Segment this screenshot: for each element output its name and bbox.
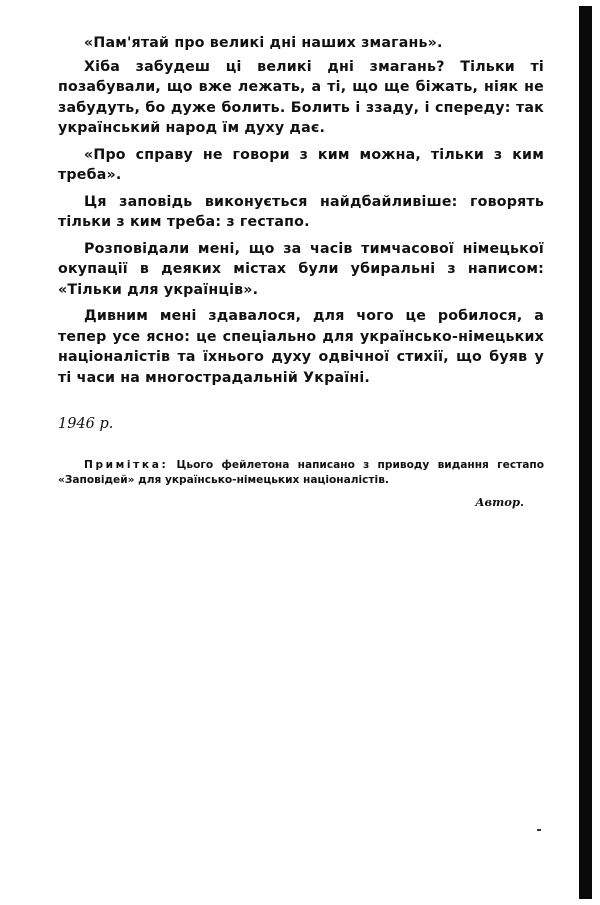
footnote	[58, 458, 544, 488]
footnote-text: Цього фейлетона написано з приводу видання гестапо «Заповідей» для українсько-німецьких націоналістів.	[58, 459, 544, 486]
paragraph-6: Дивним мені здавалося, для чого це робилося, а тепер усе ясно: це спеціально для українсько-німецьких націоналістів та їхнього духу одвічної стихії, що буяв у ті часи на многострадальній Україні.	[58, 308, 544, 386]
paragraph-5: Розповідали мені, що за часів тимчасової німецької окупації в деяких містах були убиральні з написом: «Тільки для українців».	[58, 240, 544, 298]
page-edge-bar	[579, 6, 592, 899]
date-line: 1946 р.	[58, 416, 114, 432]
footnote-label: Примітка:	[84, 459, 169, 471]
paragraph-1: «Пам'ятай про великі дні наших змагань».	[84, 35, 443, 51]
paragraph-4: Ця заповідь виконується найдбайливіше: говорять тільки з ким треба: з гестапо.	[58, 193, 544, 230]
stray-mark	[537, 829, 541, 831]
paragraph-3: «Про справу не говори з ким можна, тільки з ким треба».	[58, 146, 544, 183]
paragraph-2: Хіба забудеш ці великі дні змагань? Тільки ті позабували, що вже лежать, а ті, що ще біжать, ніяк не забудуть, бо дуже болить. Болить і ззаду, і спереду: так український народ їм духу дає.	[58, 58, 544, 136]
text-body	[58, 33, 544, 510]
author-signature: Автор.	[475, 495, 524, 509]
